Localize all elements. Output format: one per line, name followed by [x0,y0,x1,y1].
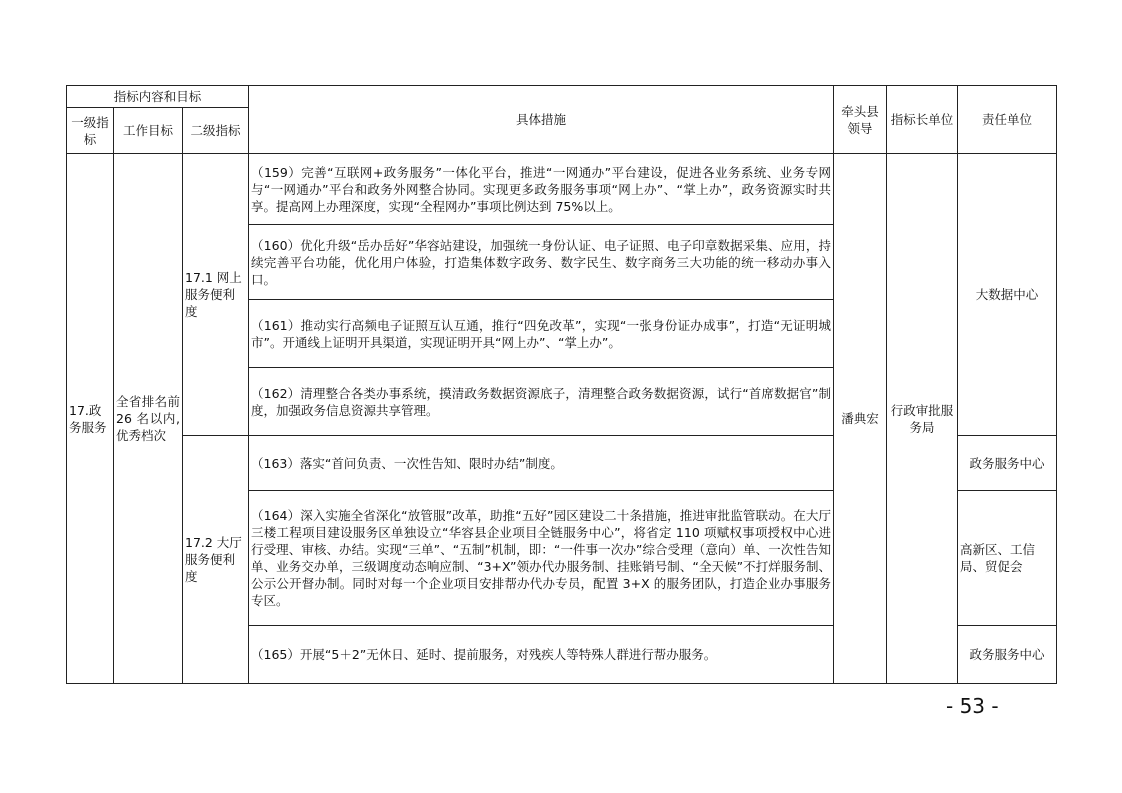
header-level1: 一级指标 [67,108,114,154]
measure-160: （160）优化升级“岳办岳好”华容站建设，加强统一身份认证、电子证照、电子印章数据采集、应用，持续完善平台功能，优化用户体验，打造集体数字政务、数字民生、数字商务三大功能的统一移动办事入口。 [249,225,834,300]
sub-indicator-online: 17.1 网上服务便利度 [183,154,249,436]
header-responsible: 责任单位 [958,86,1057,154]
level1-indicator: 17.政务服务 [67,154,114,684]
measure-163: （163）落实“首问负责、一次性告知、限时办结”制度。 [249,436,834,491]
head-unit: 行政审批服务局 [887,154,958,684]
page-number: - 53 - [946,694,999,718]
header-head-unit: 指标长单位 [887,86,958,154]
lead-leader: 潘典宏 [834,154,887,684]
header-indicator-group: 指标内容和目标 [67,86,249,108]
responsible-unit-service-center: 政务服务中心 [958,436,1057,491]
measure-164: （164）深入实施全省深化“放管服”改革，助推“五好”园区建设二十条措施，推进审批监管联动。在大厅三楼工程项目建设服务区单独设立“华容县企业项目全链服务中心”，将省定 110 项赋权事项授权中心进行受理、审核、办结。实现“三单”、“五制”机制，即：“一件事一次办”综合受理（意向）单、一次性告知单、业务交办单，三级调度动态响应制、“3+X”领办代办服务制、挂账销号制、“全天候”不打烊服务制、公示公开督办制。同时对每一个企业项目安排帮办代办专员，配置 3+X 的服务团队，打造企业办事服务专区。 [249,491,834,626]
sub-indicator-hall: 17.2 大厅服务便利度 [183,436,249,684]
responsible-unit-hightech: 高新区、工信局、贸促会 [958,491,1057,626]
measure-159: （159）完善“互联网+政务服务”一体化平台，推进“一网通办”平台建设，促进各业务系统、业务专网与“一网通办”平台和政务外网整合协同。实现更多政务服务事项“网上办”、“掌上办”，政务资源实时共享。提高网上办理深度，实现“全程网办”事项比例达到 75%以上。 [249,154,834,225]
responsible-unit-service-center-2: 政务服务中心 [958,626,1057,684]
header-measures: 具体措施 [249,86,834,154]
header-work-goal: 工作目标 [114,108,183,154]
measure-161: （161）推动实行高频电子证照互认互通，推行“四免改革”，实现“一张身份证办成事”，打造“无证明城市”。开通线上证明开具渠道，实现证明开具“网上办”、“掌上办”。 [249,300,834,368]
work-goal: 全省排名前 26 名以内,优秀档次 [114,154,183,684]
measure-162: （162）清理整合各类办事系统，摸清政务数据资源底子，清理整合政务数据资源，试行“首席数据官”制度，加强政务信息资源共享管理。 [249,368,834,436]
indicator-table [66,85,1057,684]
header-level2: 二级指标 [183,108,249,154]
header-lead: 牵头县领导 [834,86,887,154]
responsible-unit-data-center: 大数据中心 [958,154,1057,436]
measure-165: （165）开展“5＋2”无休日、延时、提前服务，对残疾人等特殊人群进行帮办服务。 [249,626,834,684]
